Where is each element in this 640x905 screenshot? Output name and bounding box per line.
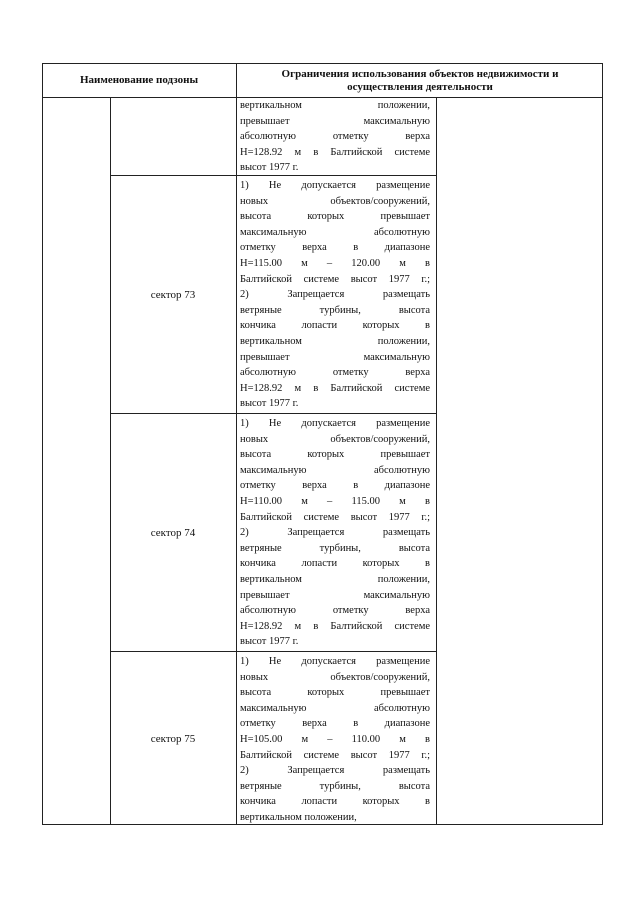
text-line: Балтийской системе высот 1977 г.; — [240, 511, 430, 523]
text-line: вертикальном положении, — [240, 573, 430, 585]
text-line: отметку верха в диапазоне — [240, 718, 430, 730]
text-line: превышает максимальную — [240, 115, 430, 127]
col-divider-empty — [436, 97, 437, 825]
restriction-text — [240, 178, 430, 412]
text-line: отметку верха в диапазоне — [240, 242, 430, 254]
sector-label: сектор 75 — [150, 733, 196, 745]
text-line: ветряные турбины, высота — [240, 780, 430, 792]
text-line: высота которых превышает — [240, 687, 430, 699]
col-divider-header — [236, 63, 237, 98]
text-line: Н=128.92 м в Балтийской системе — [240, 146, 430, 158]
text-line: вертикальном положении, — [240, 100, 430, 111]
row-divider — [110, 651, 437, 652]
text-line: 2) Запрещается размещать — [240, 289, 430, 301]
text-line: ветряные турбины, высота — [240, 542, 430, 554]
restriction-text — [240, 654, 430, 826]
table-right-border — [602, 63, 603, 825]
text-line: Н=128.92 м в Балтийской системе — [240, 382, 430, 394]
table-top-border — [42, 63, 602, 64]
text-line: абсолютную отметку верха — [240, 605, 430, 617]
text-line: 1) Не допускается размещение — [240, 418, 430, 429]
text-line: 1) Не допускается размещение — [240, 180, 430, 191]
text-line: вертикальном положении, — [240, 811, 357, 823]
text-line: высота которых превышает — [240, 449, 430, 461]
text-line: максимальную абсолютную — [240, 464, 430, 476]
text-line: отметку верха в диапазоне — [240, 480, 430, 492]
col-divider-restrictions — [236, 97, 237, 825]
text-line: Балтийской системе высот 1977 г.; — [240, 273, 430, 285]
text-line: 2) Запрещается размещать — [240, 765, 430, 777]
text-line: кончика лопасти которых в — [240, 796, 430, 808]
text-line: кончика лопасти которых в — [240, 558, 430, 570]
text-line: Н=110.00 м – 115.00 м в — [240, 495, 430, 507]
text-line: Балтийской системе высот 1977 г.; — [240, 749, 430, 761]
text-line: превышает максимальную — [240, 589, 430, 601]
text-line: максимальную абсолютную — [240, 702, 430, 714]
sector-label: сектор 74 — [150, 527, 196, 539]
restriction-text — [240, 416, 430, 650]
text-line: высот 1977 г. — [240, 398, 299, 410]
row-divider — [110, 413, 437, 414]
text-line: Н=128.92 м в Балтийской системе — [240, 620, 430, 632]
text-line: новых объектов/сооружений, — [240, 195, 430, 207]
table-left-border — [42, 63, 43, 825]
text-line: абсолютную отметку верха — [240, 131, 430, 143]
text-line: новых объектов/сооружений, — [240, 433, 430, 445]
text-line: Н=105.00 м – 110.00 м в — [240, 733, 430, 745]
text-line: превышает максимальную — [240, 351, 430, 363]
sector-label: сектор 73 — [150, 289, 196, 301]
text-line: высот 1977 г. — [240, 636, 299, 648]
text-line: Н=115.00 м – 120.00 м в — [240, 257, 430, 269]
text-line: 1) Не допускается размещение — [240, 656, 430, 667]
text-line: максимальную абсолютную — [240, 226, 430, 238]
text-line: высот 1977 г. — [240, 162, 299, 174]
text-line: высота которых превышает — [240, 211, 430, 223]
text-line: 2) Запрещается размещать — [240, 527, 430, 539]
text-line: ветряные турбины, высота — [240, 304, 430, 316]
header-restrictions: Ограничения использования объектов недвижимости и осуществления деятельности — [281, 68, 559, 93]
text-line: вертикальном положении, — [240, 335, 430, 347]
text-line: новых объектов/сооружений, — [240, 671, 430, 683]
text-line: абсолютную отметку верха — [240, 367, 430, 379]
header-subzone-name: Наименование подзоны — [79, 74, 199, 86]
col-divider-sector — [110, 97, 111, 825]
restriction-text-continued — [240, 98, 430, 176]
text-line: кончика лопасти которых в — [240, 320, 430, 332]
